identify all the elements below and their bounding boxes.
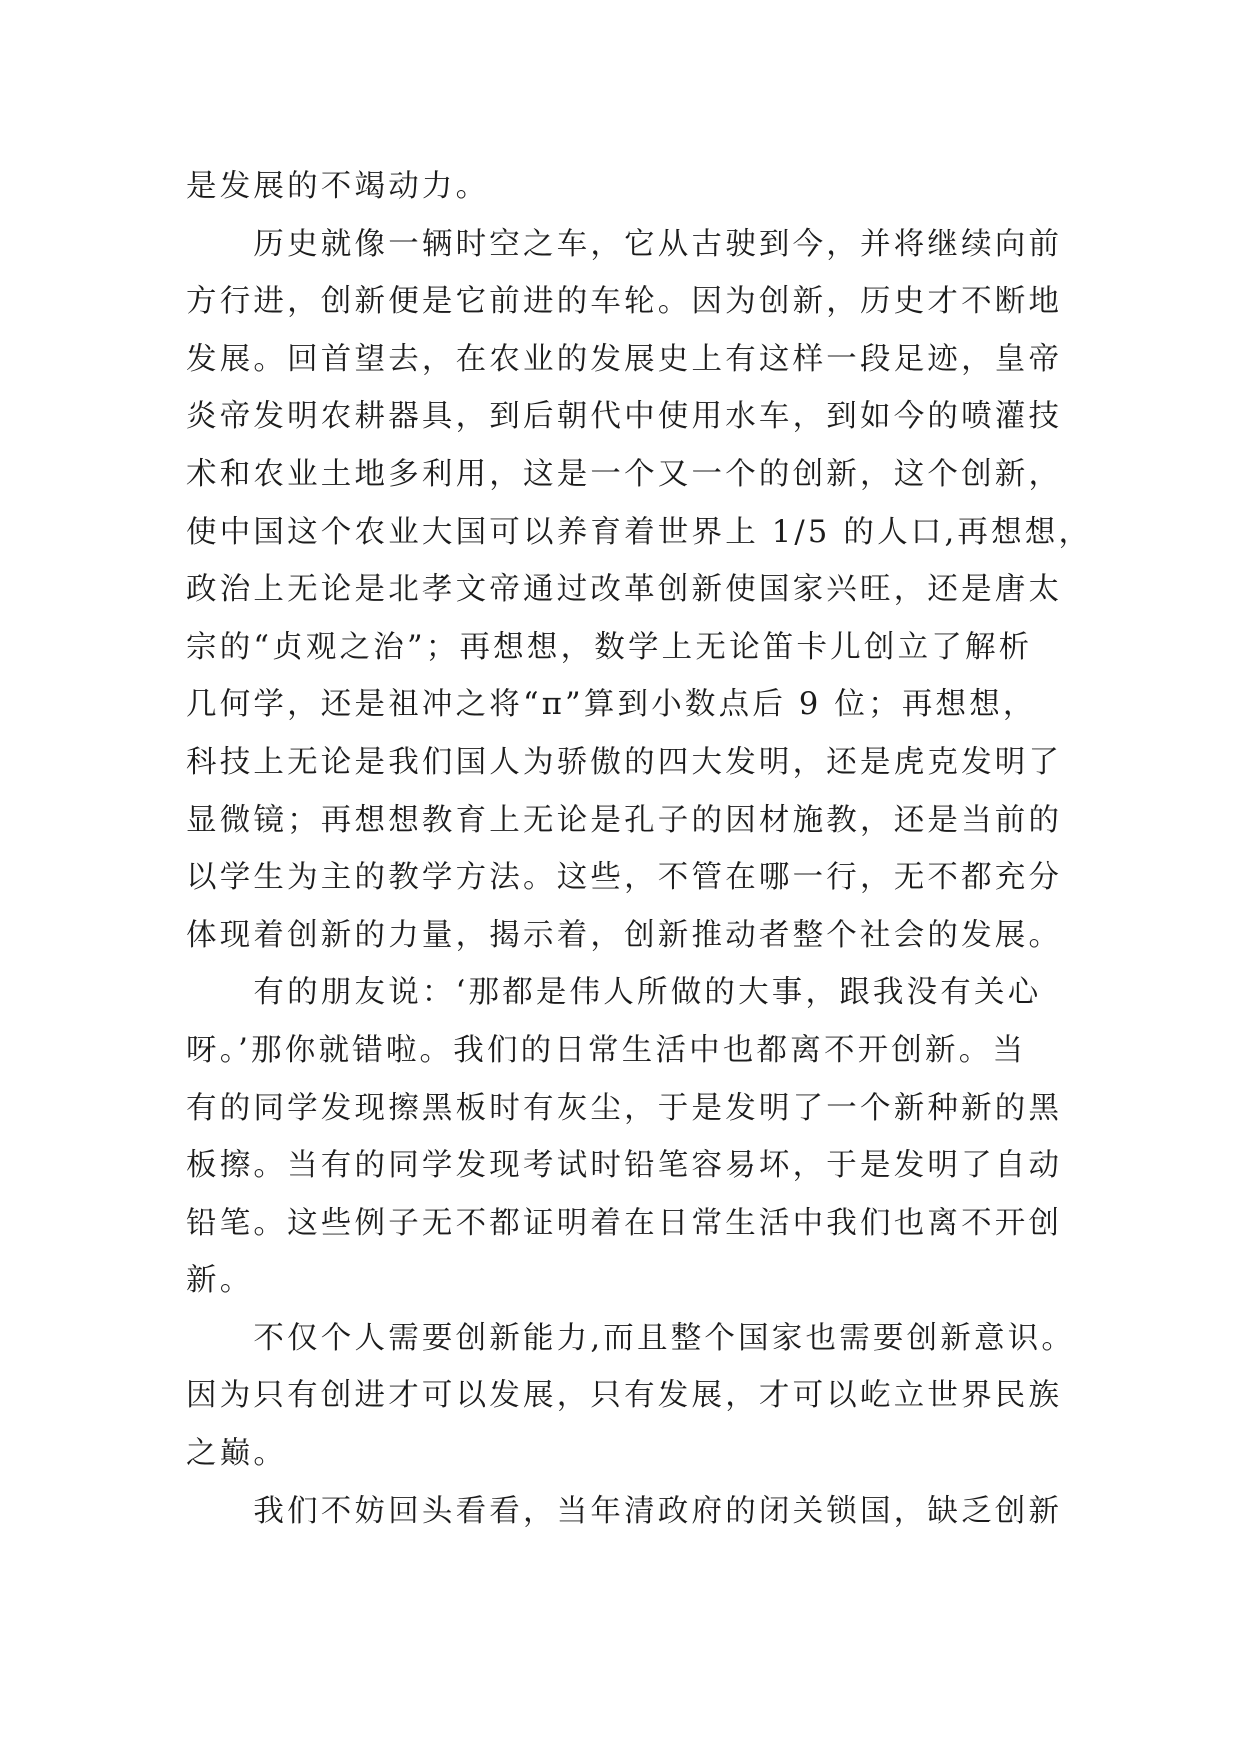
text-line: 使中国这个农业大国可以养育着世界上 1/5 的人口,再想想， (186, 514, 1093, 550)
text-line: 我们不妨回头看看，当年清政府的闭关锁国，缺乏创新 (186, 1493, 1063, 1529)
text-line: 是发展的不竭动力。 (186, 169, 490, 204)
text-line: 以学生为主的教学方法。这些，不管在哪一行，无不都充分 (186, 860, 1063, 896)
text-line: 板擦。当有的同学发现考试时铅笔容易坏，于是发明了自动 (186, 1148, 1063, 1184)
text-line: 科技上无论是我们国人为骄傲的四大发明，还是虎克发明了 (186, 744, 1063, 780)
text-line: 有的朋友说：‘那都是伟人所做的大事，跟我没有关心 (186, 975, 1042, 1011)
body-text (186, 158, 1093, 1540)
text-line: 术和农业土地多利用，这是一个又一个的创新，这个创新， (186, 456, 1063, 492)
text-line: 呀。’那你就错啦。我们的日常生活中也都离不开创新。当 (186, 1032, 1027, 1068)
text-line: 之巅。 (186, 1436, 288, 1472)
text-line: 几何学，还是祖冲之将“π”算到小数点后 9 位；再想想， (186, 687, 1037, 723)
text-line: 新。 (186, 1263, 254, 1299)
text-line: 体现着创新的力量，揭示着，创新推动者整个社会的发展。 (186, 917, 1063, 953)
text-line: 历史就像一辆时空之车，它从古驶到今，并将继续向前 (186, 226, 1063, 262)
text-line: 炎帝发明农耕器具，到后朝代中使用水车，到如今的喷灌技 (186, 399, 1063, 435)
text-line: 宗的“贞观之治”；再想想，数学上无论笛卡儿创立了解析 (186, 629, 1033, 665)
text-line: 不仅个人需要创新能力,而且整个国家也需要创新意识。 (186, 1320, 1076, 1356)
text-line: 铅笔。这些例子无不都证明着在日常生活中我们也离不开创 (186, 1205, 1063, 1241)
text-line: 方行进，创新便是它前进的车轮。因为创新，历史才不断地 (186, 284, 1063, 320)
text-line: 显微镜；再想想教育上无论是孔子的因材施教，还是当前的 (186, 802, 1063, 838)
text-line: 政治上无论是北孝文帝通过改革创新使国家兴旺，还是唐太 (186, 572, 1063, 608)
text-line: 发展。回首望去，在农业的发展史上有这样一段足迹，皇帝 (186, 341, 1063, 377)
text-line: 有的同学发现擦黑板时有灰尘，于是发明了一个新种新的黑 (186, 1090, 1063, 1126)
text-line: 因为只有创进才可以发展，只有发展，才可以屹立世界民族 (186, 1378, 1063, 1414)
